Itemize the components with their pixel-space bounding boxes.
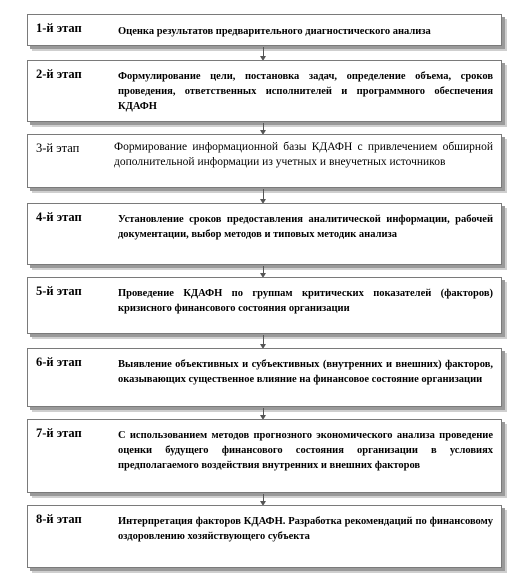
stage-4-box bbox=[27, 203, 502, 265]
arrow-2-3 bbox=[263, 123, 264, 131]
arrow-7-8 bbox=[263, 494, 264, 502]
stage-1-text: Оценка результатов предварительного диагностического анализа bbox=[118, 26, 431, 37]
stage-6-box bbox=[27, 348, 502, 407]
stage-8-label: 8-й этап bbox=[36, 512, 82, 526]
stage-5-box bbox=[27, 277, 502, 334]
arrow-4-5 bbox=[263, 266, 264, 274]
stage-4-label: 4-й этап bbox=[36, 210, 82, 224]
stage-5-label: 5-й этап bbox=[36, 284, 82, 298]
arrow-3-4 bbox=[263, 189, 264, 200]
stage-3-text: Формирование информационной базы КДАФН с привлечением обширной дополнительной информации из учетных и внеучетных источников bbox=[114, 141, 493, 168]
stage-2-box bbox=[27, 60, 502, 122]
stage-8-text: Интерпретация факторов КДАФН. Разработка рекомендаций по финансовому оздоровлению хозяйствующего субъекта bbox=[118, 516, 493, 542]
arrow-5-6 bbox=[263, 335, 264, 345]
stage-8-box bbox=[27, 505, 502, 568]
stage-7-text: С использованием методов прогнозного экономического анализа проведение оценки будущего финансового состояния организации в условиях предполагаемого воздействия внутренних и внешних факторов bbox=[118, 430, 493, 471]
stage-2-label: 2-й этап bbox=[36, 67, 82, 81]
stage-7-box bbox=[27, 419, 502, 493]
stage-5-text: Проведение КДАФН по группам критических показателей (факторов) кризисного финансового состояния организации bbox=[118, 288, 493, 314]
stage-7-label: 7-й этап bbox=[36, 426, 82, 440]
stage-6-label: 6-й этап bbox=[36, 355, 82, 369]
stage-1-box bbox=[27, 14, 502, 46]
arrow-1-2 bbox=[263, 47, 264, 57]
stage-4-text: Установление сроков предоставления аналитической информации, рабочей документации, выбор методов и типовых методик анализа bbox=[118, 214, 493, 240]
stage-3-label: 3-й этап bbox=[36, 141, 80, 155]
arrow-6-7 bbox=[263, 408, 264, 416]
stage-3-box bbox=[27, 134, 502, 188]
stage-2-text: Формулирование цели, постановка задач, определение объема, сроков проведения, ответственных исполнителей и программного обеспечения КДАФН bbox=[118, 71, 493, 112]
stage-1-label: 1-й этап bbox=[36, 21, 82, 35]
stage-6-text: Выявление объективных и субъективных (внутренних и внешних) факторов, оказывающих существенное влияние на финансовое состояние организации bbox=[118, 359, 493, 385]
